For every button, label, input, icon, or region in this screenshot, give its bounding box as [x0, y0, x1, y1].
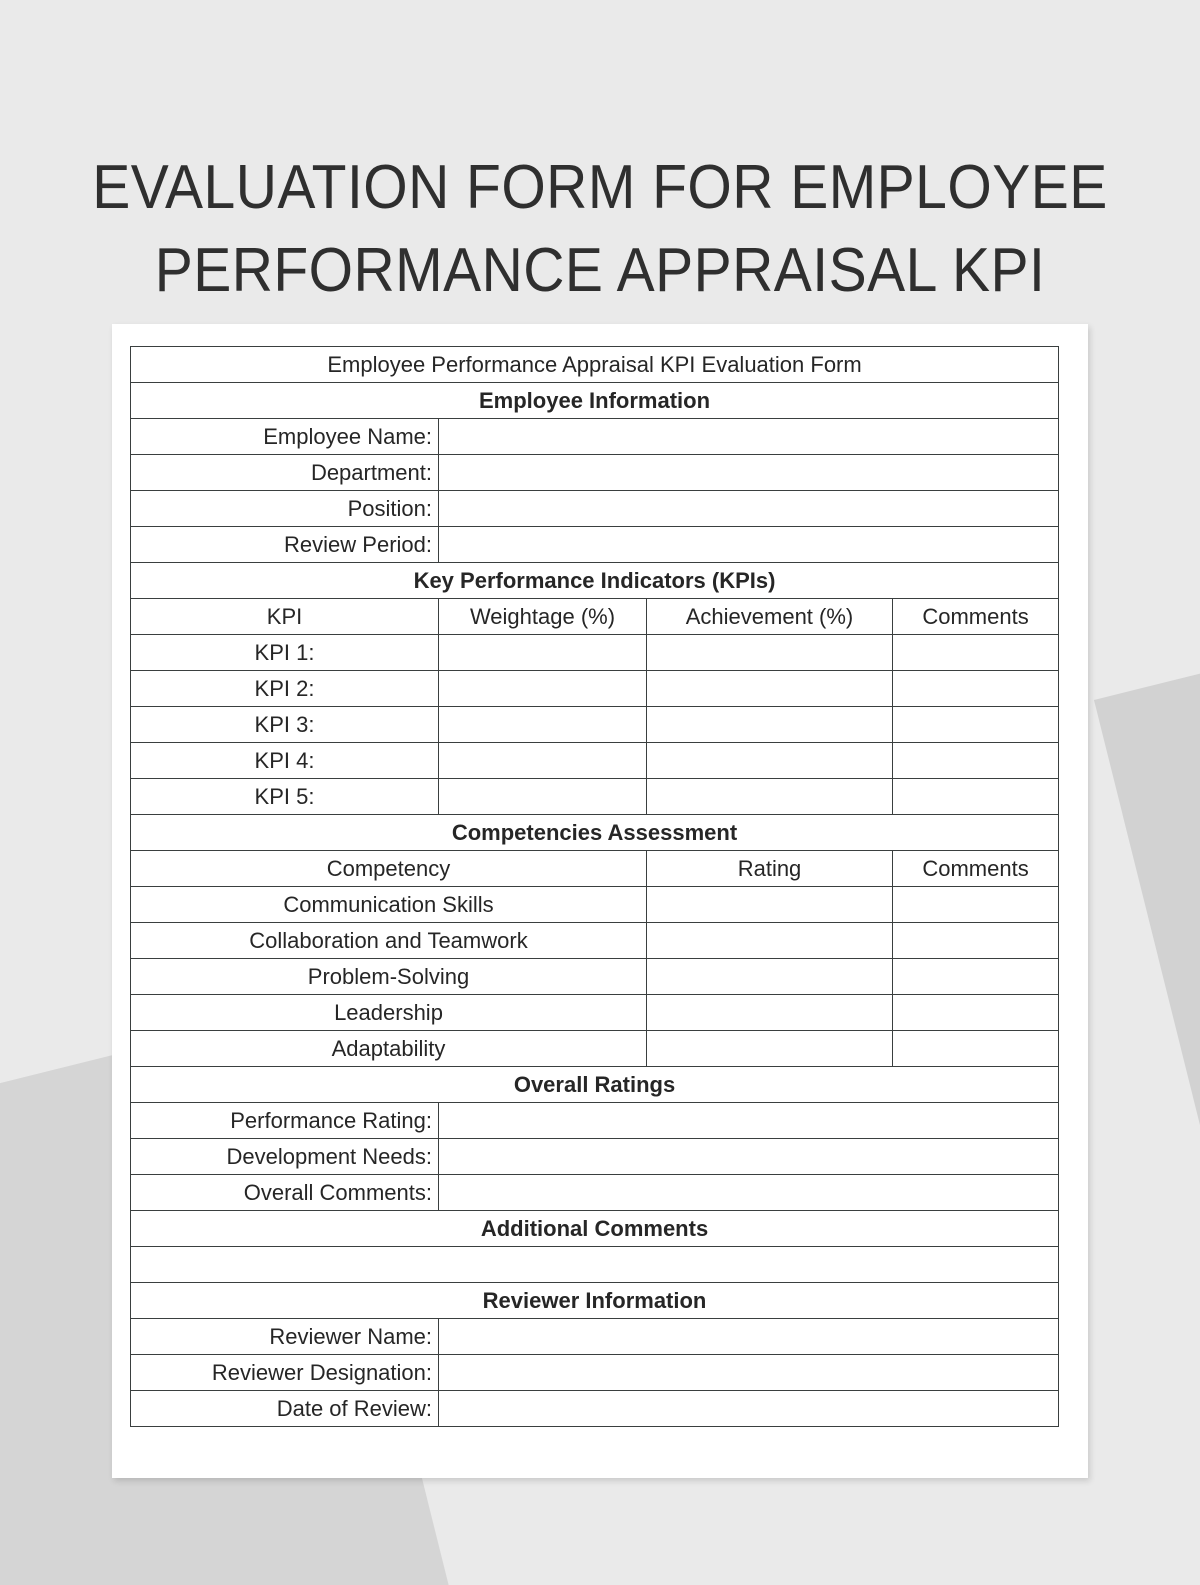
competency-comments-leadership[interactable] [893, 995, 1059, 1031]
table-header-row-kpis [131, 599, 1059, 635]
form-sheet [112, 324, 1088, 1478]
kpi-label-5: KPI 5: [131, 779, 439, 815]
section-header-overall-ratings: Overall Ratings [131, 1067, 1059, 1103]
field-label-employee-name: Employee Name: [131, 419, 439, 455]
form-doc-title: Employee Performance Appraisal KPI Evaluation Form [131, 347, 1059, 383]
competency-rating-leadership[interactable] [647, 995, 893, 1031]
column-header-competency-comments: Comments [893, 851, 1059, 887]
table-row [131, 527, 1059, 563]
field-label-performance-rating: Performance Rating: [131, 1103, 439, 1139]
section-header-employee-information: Employee Information [131, 383, 1059, 419]
table-row [131, 491, 1059, 527]
table-row [131, 455, 1059, 491]
table-row [131, 779, 1059, 815]
table-row-section-employee-information [131, 383, 1059, 419]
kpi-comments-4[interactable] [893, 743, 1059, 779]
competency-rating-problem-solving[interactable] [647, 959, 893, 995]
section-header-additional-comments: Additional Comments [131, 1211, 1059, 1247]
table-row [131, 1247, 1059, 1283]
competency-comments-adaptability[interactable] [893, 1031, 1059, 1067]
competency-rating-communication-skills[interactable] [647, 887, 893, 923]
table-row-section-reviewer-information [131, 1283, 1059, 1319]
kpi-weightage-4[interactable] [439, 743, 647, 779]
table-row [131, 1355, 1059, 1391]
table-row [131, 1103, 1059, 1139]
table-row-section-kpis [131, 563, 1059, 599]
competency-rating-adaptability[interactable] [647, 1031, 893, 1067]
field-label-development-needs: Development Needs: [131, 1139, 439, 1175]
field-value-overall-comments[interactable] [439, 1175, 1059, 1211]
table-row [131, 743, 1059, 779]
table-row [131, 887, 1059, 923]
table-row-section-additional-comments [131, 1211, 1059, 1247]
kpi-label-4: KPI 4: [131, 743, 439, 779]
competency-rating-collaboration-and-teamwork[interactable] [647, 923, 893, 959]
field-value-additional-comments[interactable] [131, 1247, 1059, 1283]
competency-comments-collaboration-and-teamwork[interactable] [893, 923, 1059, 959]
table-header-row-competencies [131, 851, 1059, 887]
field-value-reviewer-name[interactable] [439, 1319, 1059, 1355]
table-row [131, 671, 1059, 707]
kpi-achievement-4[interactable] [647, 743, 893, 779]
table-row [131, 635, 1059, 671]
appraisal-form-table [130, 346, 1059, 1427]
table-row [131, 1175, 1059, 1211]
page-title-line-1: EVALUATION FORM FOR EMPLOYEE [92, 152, 1108, 222]
section-header-kpis: Key Performance Indicators (KPIs) [131, 563, 1059, 599]
kpi-weightage-1[interactable] [439, 635, 647, 671]
kpi-weightage-5[interactable] [439, 779, 647, 815]
kpi-weightage-3[interactable] [439, 707, 647, 743]
kpi-label-2: KPI 2: [131, 671, 439, 707]
column-header-rating: Rating [647, 851, 893, 887]
competency-label-adaptability: Adaptability [131, 1031, 647, 1067]
kpi-label-3: KPI 3: [131, 707, 439, 743]
column-header-kpi: KPI [131, 599, 439, 635]
kpi-comments-2[interactable] [893, 671, 1059, 707]
kpi-achievement-5[interactable] [647, 779, 893, 815]
field-label-date-of-review: Date of Review: [131, 1391, 439, 1427]
background-band-right [1094, 603, 1200, 1573]
field-label-reviewer-name: Reviewer Name: [131, 1319, 439, 1355]
field-value-review-period[interactable] [439, 527, 1059, 563]
kpi-achievement-3[interactable] [647, 707, 893, 743]
table-row [131, 923, 1059, 959]
field-label-department: Department: [131, 455, 439, 491]
field-value-performance-rating[interactable] [439, 1103, 1059, 1139]
kpi-comments-3[interactable] [893, 707, 1059, 743]
table-row-section-competencies [131, 815, 1059, 851]
table-row [131, 1031, 1059, 1067]
competency-label-problem-solving: Problem-Solving [131, 959, 647, 995]
table-row [131, 1139, 1059, 1175]
section-header-reviewer-information: Reviewer Information [131, 1283, 1059, 1319]
field-value-development-needs[interactable] [439, 1139, 1059, 1175]
kpi-comments-5[interactable] [893, 779, 1059, 815]
kpi-achievement-2[interactable] [647, 671, 893, 707]
field-value-department[interactable] [439, 455, 1059, 491]
column-header-weightage: Weightage (%) [439, 599, 647, 635]
field-value-employee-name[interactable] [439, 419, 1059, 455]
page-title-line-2: PERFORMANCE APPRAISAL KPI [154, 235, 1046, 305]
kpi-achievement-1[interactable] [647, 635, 893, 671]
column-header-achievement: Achievement (%) [647, 599, 893, 635]
kpi-weightage-2[interactable] [439, 671, 647, 707]
column-header-competency: Competency [131, 851, 647, 887]
kpi-label-1: KPI 1: [131, 635, 439, 671]
competency-comments-communication-skills[interactable] [893, 887, 1059, 923]
page-title [48, 146, 1152, 312]
field-value-reviewer-designation[interactable] [439, 1355, 1059, 1391]
field-label-review-period: Review Period: [131, 527, 439, 563]
table-row [131, 1391, 1059, 1427]
competency-label-leadership: Leadership [131, 995, 647, 1031]
table-row [131, 419, 1059, 455]
table-row-section-overall-ratings [131, 1067, 1059, 1103]
column-header-kpi-comments: Comments [893, 599, 1059, 635]
competency-label-collaboration-and-teamwork: Collaboration and Teamwork [131, 923, 647, 959]
competency-comments-problem-solving[interactable] [893, 959, 1059, 995]
kpi-comments-1[interactable] [893, 635, 1059, 671]
section-header-competencies: Competencies Assessment [131, 815, 1059, 851]
table-row-doc-title [131, 347, 1059, 383]
field-value-position[interactable] [439, 491, 1059, 527]
table-row [131, 707, 1059, 743]
table-row [131, 1319, 1059, 1355]
table-row [131, 995, 1059, 1031]
competency-label-communication-skills: Communication Skills [131, 887, 647, 923]
field-label-reviewer-designation: Reviewer Designation: [131, 1355, 439, 1391]
table-row [131, 959, 1059, 995]
field-label-position: Position: [131, 491, 439, 527]
field-label-overall-comments: Overall Comments: [131, 1175, 439, 1211]
field-value-date-of-review[interactable] [439, 1391, 1059, 1427]
